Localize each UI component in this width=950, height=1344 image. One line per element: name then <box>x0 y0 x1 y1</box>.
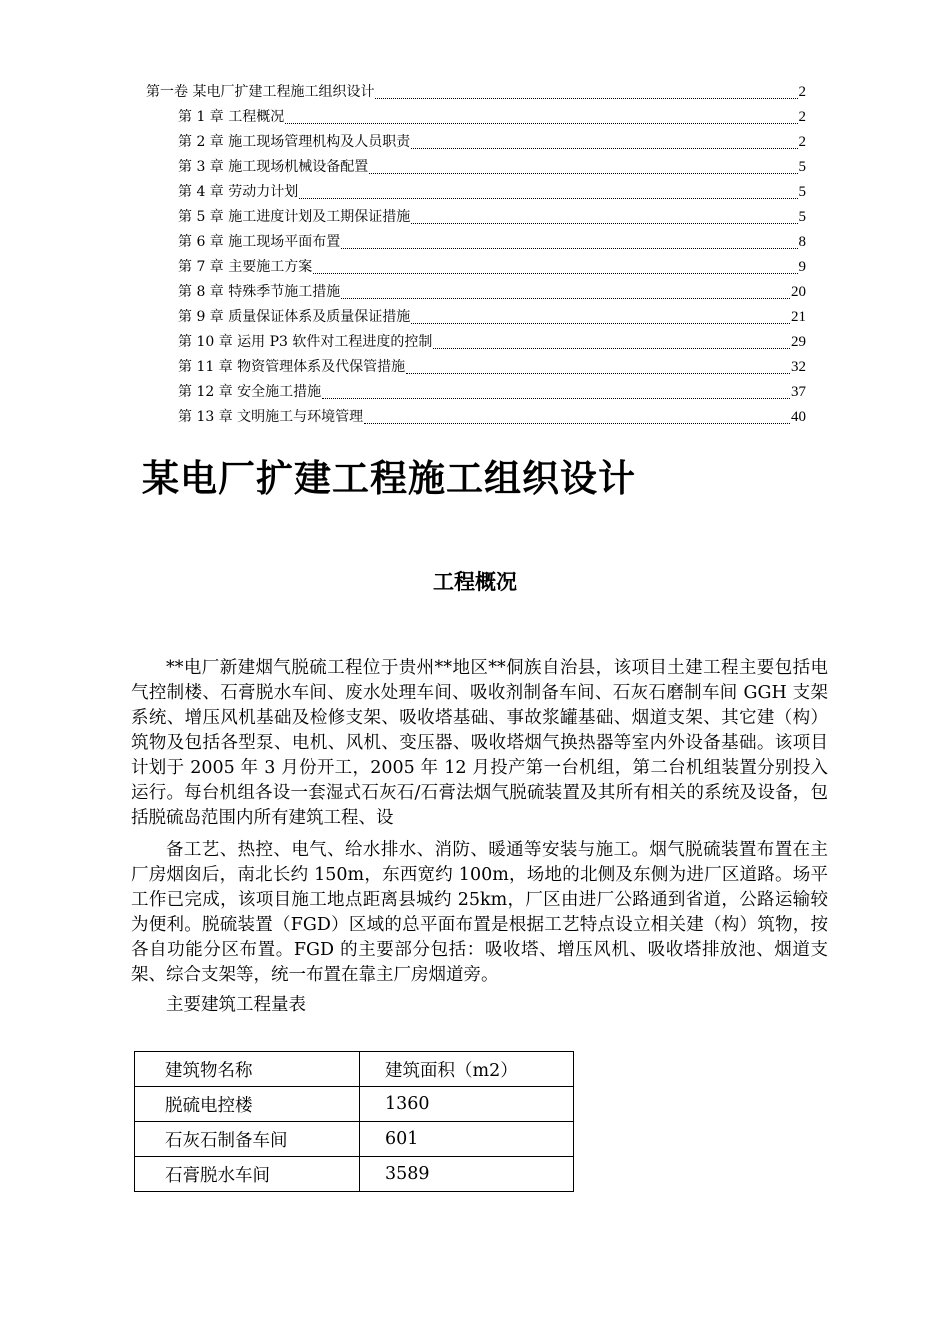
table-row <box>135 1157 574 1192</box>
toc-entry-chapter-10[interactable] <box>178 330 806 355</box>
toc-entry-page: 2 <box>798 109 806 125</box>
toc-entry-page: 21 <box>791 309 806 325</box>
toc-leader-dots <box>322 397 790 399</box>
table-header-cell: 建筑物名称 <box>135 1052 360 1087</box>
table-cell: 1360 <box>360 1087 574 1122</box>
toc-entry-chapter-12[interactable] <box>178 380 806 405</box>
toc-leader-dots <box>406 372 790 374</box>
toc-leader-dots <box>411 147 797 149</box>
table-header-cell: 建筑面积（m2） <box>360 1052 574 1087</box>
toc-entry-page: 37 <box>791 384 806 400</box>
toc-entry-chapter-1[interactable] <box>178 105 806 130</box>
toc-entry-chapter-7[interactable] <box>178 255 806 280</box>
toc-entry-title: 第 12 章 安全施工措施 <box>178 384 322 400</box>
toc-leader-dots <box>433 347 790 349</box>
toc-entry-title: 第 6 章 施工现场平面布置 <box>178 234 341 250</box>
toc-leader-dots <box>299 197 797 199</box>
toc-entry-chapter-4[interactable] <box>178 180 806 205</box>
toc-leader-dots <box>364 422 790 424</box>
toc-entry-title: 第 13 章 文明施工与环境管理 <box>178 409 364 425</box>
toc-entry-page: 9 <box>798 259 806 275</box>
toc-leader-dots <box>375 97 797 99</box>
toc-leader-dots <box>341 247 797 249</box>
section-title: 工程概况 <box>433 570 517 594</box>
toc-entry-title: 第 1 章 工程概况 <box>178 109 285 125</box>
toc-entry-page: 5 <box>798 159 806 175</box>
toc-entry-title: 第 10 章 运用 P3 软件对工程进度的控制 <box>178 334 433 350</box>
toc-entry-chapter-3[interactable] <box>178 155 806 180</box>
table-caption: 主要建筑工程量表 <box>166 995 306 1015</box>
toc-entry-title: 第 4 章 劳动力计划 <box>178 184 299 200</box>
table-cell: 石膏脱水车间 <box>135 1157 360 1192</box>
document-title: 某电厂扩建工程施工组织设计 <box>142 457 636 500</box>
toc-entry-title: 第 2 章 施工现场管理机构及人员职责 <box>178 134 411 150</box>
toc-leader-dots <box>411 222 797 224</box>
toc-entry-page: 8 <box>798 234 806 250</box>
toc-entry-title: 第 11 章 物资管理体系及代保管措施 <box>178 359 406 375</box>
toc-entry-page: 5 <box>798 209 806 225</box>
toc-leader-dots <box>411 322 790 324</box>
toc-entry-title: 第 3 章 施工现场机械设备配置 <box>178 159 369 175</box>
toc-entry-chapter-11[interactable] <box>178 355 806 380</box>
toc-entry-title: 第 8 章 特殊季节施工措施 <box>178 284 341 300</box>
body-paragraph: 备工艺、热控、电气、给水排水、消防、暖通等安装与施工。烟气脱硫装置布置在主厂房烟囱后，南北长约 150m，东西宽约 100m，场地的北侧及东侧为进厂区道路。场平工作已完成，该项目施工地点距离县城约 25km，厂区由进厂公路通到省道，公路运输较为便利。脱硫装置（FGD）区域的总平面布置是根据工艺特点设立相关建（构）筑物，按各自功能分区布置。FGD 的主要部分包括：吸收塔、增压风机、吸收塔排放池、烟道支架、综合支架等，统一布置在靠主厂房烟道旁。 <box>131 840 828 985</box>
toc-leader-dots <box>369 172 797 174</box>
toc-leader-dots <box>313 272 797 274</box>
toc-entry-chapter-9[interactable] <box>178 305 806 330</box>
toc-entry-title: 第 5 章 施工进度计划及工期保证措施 <box>178 209 411 225</box>
toc-entry-page: 29 <box>791 334 806 350</box>
toc-entry-page: 2 <box>798 134 806 150</box>
table-row <box>135 1087 574 1122</box>
toc-entry-title: 第 7 章 主要施工方案 <box>178 259 313 275</box>
table-row <box>135 1122 574 1157</box>
table-cell: 石灰石制备车间 <box>135 1122 360 1157</box>
toc-entry-chapter-2[interactable] <box>178 130 806 155</box>
toc-leader-dots <box>285 122 797 124</box>
toc-entry-volume-1[interactable] <box>146 80 806 105</box>
toc-entry-title: 第 9 章 质量保证体系及质量保证措施 <box>178 309 411 325</box>
body-paragraph: **电厂新建烟气脱硫工程位于贵州**地区**侗族自治县，该项目土建工程主要包括电气控制楼、石膏脱水车间、废水处理车间、吸收剂制备车间、石灰石磨制车间 GGH 支架系统、增压风机基础及检修支架、吸收塔基础、事故浆罐基础、烟道支架、其它建（构）筑物及包括各型泵、电机、风机、变压器、吸收塔烟气换热器等室内外设备基础。该项目计划于 2005 年 3 月份开工，2005 年 12 月投产第一台机组，第二台机组装置分别投入运行。每台机组各设一套湿式石灰石/石膏法烟气脱硫装置及其所有相关的系统及设备，包括脱硫岛范围内所有建筑工程、设 <box>131 658 828 828</box>
toc-entry-chapter-5[interactable] <box>178 205 806 230</box>
table-header-row <box>135 1052 574 1087</box>
toc-entry-chapter-8[interactable] <box>178 280 806 305</box>
toc-entry-page: 40 <box>791 409 806 425</box>
toc-entry-chapter-6[interactable] <box>178 230 806 255</box>
toc-entry-page: 20 <box>791 284 806 300</box>
table-cell: 3589 <box>360 1157 574 1192</box>
toc-entry-page: 32 <box>791 359 806 375</box>
toc-entry-title: 第一卷 某电厂扩建工程施工组织设计 <box>146 84 375 100</box>
table-cell: 脱硫电控楼 <box>135 1087 360 1122</box>
toc-entry-page: 5 <box>798 184 806 200</box>
toc-leader-dots <box>341 297 790 299</box>
table-cell: 601 <box>360 1122 574 1157</box>
toc-entry-page: 2 <box>798 84 806 100</box>
toc-entry-chapter-13[interactable] <box>178 405 806 430</box>
building-quantity-table <box>134 1051 574 1192</box>
